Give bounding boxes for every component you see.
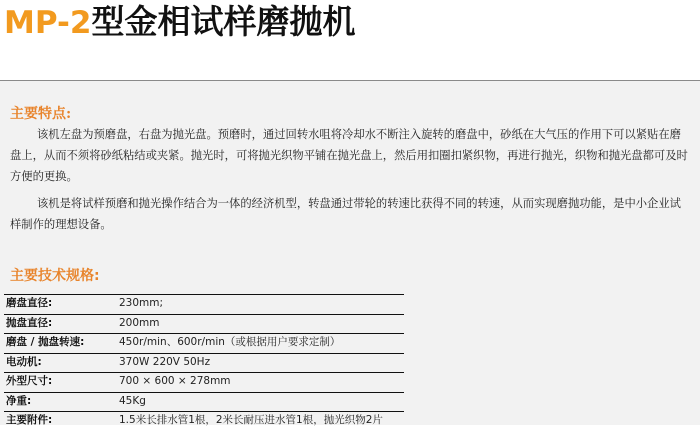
- features-paragraph-1: 该机左盘为预磨盘，右盘为抛光盘。预磨时，通过回转水咀将冷却水不断注入旋转的磨盘中，砂纸在大气压的作用下可以紧贴在磨盘上，从而不须将砂纸粘结或夹紧。抛光时，可将抛光织物平铺在抛光盘上，然后用扣圈扣紧织物，再进行抛光，织物和抛光盘都可及时方便的更换。: [10, 128, 688, 183]
- features-paragraph-2: 该机是将试样预磨和抛光操作结合为一体的经济机型，转盘通过带轮的转速比获得不同的转速，从而实现磨抛功能，是中小企业试样制作的理想设备。: [10, 197, 681, 231]
- spec-row-dimensions: [4, 372, 404, 392]
- spec-row-net-weight: [4, 392, 404, 412]
- spec-label: 主要附件:: [6, 414, 53, 426]
- spec-label: 磨盘 / 抛盘转速:: [6, 336, 85, 348]
- spec-label: 抛盘直径:: [6, 316, 53, 329]
- model-number: MP-2: [4, 5, 92, 41]
- features-heading: 主要特点:: [10, 106, 72, 122]
- spec-value: 230mm;: [119, 297, 164, 309]
- page-title: [4, 2, 355, 42]
- spec-label: 外型尺寸:: [6, 375, 53, 387]
- spec-value: 1.5米长排水管1根，2米长耐压进水管1根，抛光织物2片: [119, 414, 383, 426]
- specs-heading: 主要技术规格:: [10, 268, 100, 284]
- spec-row-motor: [4, 353, 404, 373]
- spec-value: 370W 220V 50Hz: [119, 355, 211, 368]
- specs-table: [4, 294, 404, 431]
- product-name: 型金相试样磨抛机: [91, 2, 356, 41]
- spec-value: 45Kg: [119, 394, 146, 407]
- spec-label: 电动机:: [6, 355, 42, 368]
- spec-label: 净重:: [6, 394, 32, 407]
- spec-row-speed: [4, 333, 404, 353]
- spec-row-polishing-disc: [4, 314, 404, 334]
- spec-value: 200mm: [119, 316, 160, 329]
- spec-row-grinding-disc: [4, 294, 404, 314]
- title-divider: [0, 80, 700, 81]
- spec-value: 450r/min、600r/min（或根据用户要求定制）: [119, 336, 341, 348]
- spec-label: 磨盘直径:: [6, 297, 53, 309]
- spec-row-accessories: [4, 411, 404, 431]
- spec-value: 700 × 600 × 278mm: [119, 375, 231, 387]
